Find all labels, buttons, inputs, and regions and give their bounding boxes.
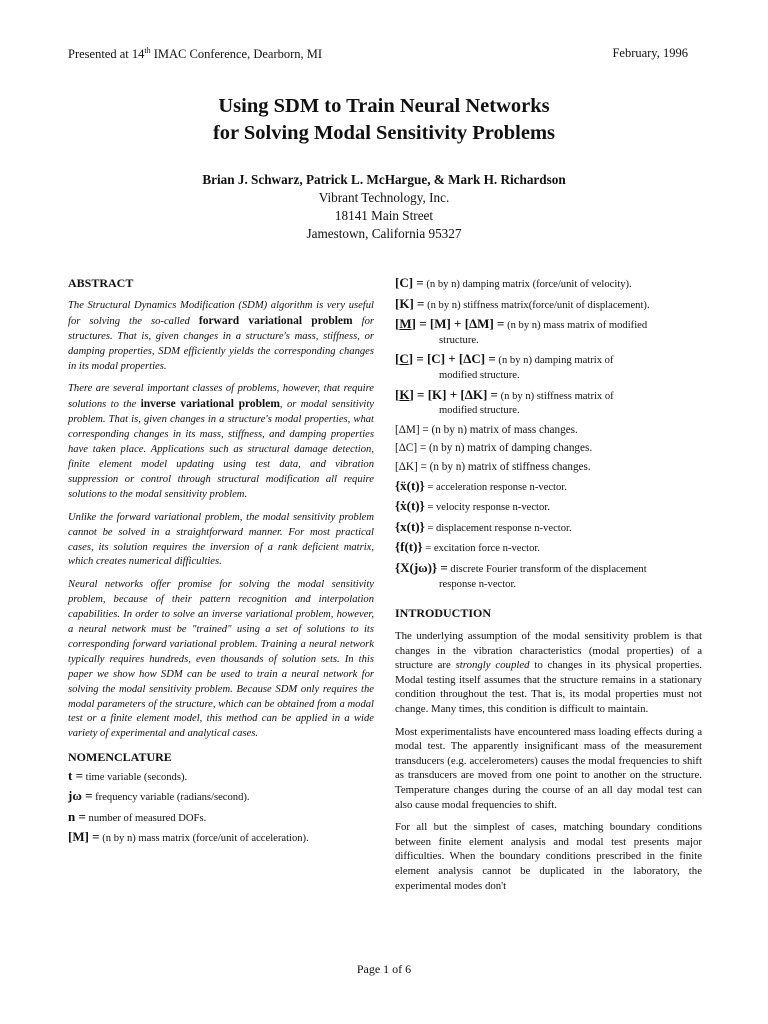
left-column <box>68 276 374 848</box>
introduction-paragraph-2: Most experimentalists have encountered mass loading effects during a modal test. The apparently insignificant mass of the measurement transducers (e.g. accelerometers) causes the modal frequencies to shift as transducers are moved from one point to another on the structure. Temperature changes during the course of an all day modal test can also cause modal frequencies to shift. <box>395 725 702 811</box>
abstract-section <box>68 276 374 742</box>
nomenclature-item: {ẋ(t)} = velocity response n-vector. <box>395 498 550 514</box>
nomenclature-section <box>68 750 374 848</box>
venue-text-rest: IMAC Conference, Dearborn, MI <box>150 47 323 62</box>
title-line-1: Using SDM to Train Neural Networks <box>218 95 550 117</box>
abstract-paragraph-2: There are several important classes of problems, however, that require solutions to the inverse variational problem, or modal sensitivity problem. That is, given changes in a structure's modal properties, what corresponding changes in its mass, stiffness, and damping properties have taken place. Applications such as structural damage detection, finite element model updating using test data, and vibration suppression or control through structural modification all require solutions to the modal sensitivity problem. <box>68 383 374 500</box>
nomenclature-item: [ΔC] = (n by n) matrix of damping changes. <box>395 442 593 455</box>
strongly-coupled-term: strongly coupled <box>455 659 530 672</box>
street-address: 18141 Main Street <box>334 208 434 223</box>
date-header: February, 1996 <box>612 46 688 60</box>
abstract-heading: ABSTRACT <box>68 276 134 290</box>
nomenclature-item: [M] = [M] + [ΔM] = (n by n) mass matrix of modified structure. <box>395 316 648 346</box>
introduction-heading: INTRODUCTION <box>395 606 492 621</box>
conference-header <box>68 46 322 62</box>
introduction-paragraph-1: The underlying assumption of the modal sensitivity problem is that changes in the vibration characteristics (modal properties) of a structure are strongly coupled to changes in its physical properties. Modal testing itself assumes that the structure remains in a stationary condition throughout the test. That is, its modal properties must not change. Many times, this condition is difficult to maintain. <box>395 630 702 715</box>
nomenclature-item: t = time variable (seconds). <box>68 768 188 784</box>
nomenclature-item: {x(t)} = displacement response n-vector. <box>395 518 572 534</box>
abstract-paragraph-3: Unlike the forward variational problem, the modal sensitivity problem cannot be solved in a straightforward manner. For most practical cases, its solution requires the inversion of a rank deficient matrix, which creates numerical difficulties. <box>68 511 374 568</box>
paper-title <box>0 93 768 147</box>
nomenclature-item: jω = frequency variable (radians/second). <box>68 788 250 804</box>
author-block <box>0 171 768 243</box>
venue-text: Presented at 14 <box>68 47 145 62</box>
abstract-paragraph-4: Neural networks offer promise for solving the modal sensitivity problem, because of their pattern recognition and interpolation capabilities. In order to solve an inverse variational problem, however, a neural network must be "trained" using a set of solutions to its corresponding forward variational problem. Training a neural network typically requires hundreds, even thousands of solution sets. In this paper we show how SDM can be used to train a neural network for solving the modal sensitivity problem. Because SDM only requires the modal parameters of the structure, which can be obtained from a modal test or a finite element model, this method can be applied in a wide variety of experimental and analytical cases. <box>68 579 374 740</box>
nomenclature-item: [M] = (n by n) mass matrix (force/unit of acceleration). <box>68 828 309 844</box>
nomenclature-item: n = number of measured DOFs. <box>68 808 207 824</box>
nomenclature-item: [ΔK] = (n by n) matrix of stiffness changes. <box>395 460 591 473</box>
nomenclature-heading: NOMENCLATURE <box>68 750 172 765</box>
introduction-section <box>395 606 702 893</box>
author-names: Brian J. Schwarz, Patrick L. McHargue, & Mark H. Richardson <box>202 172 566 187</box>
inverse-variational-term: inverse variational problem <box>140 398 280 411</box>
abstract-paragraph-1: The Structural Dynamics Modification (SDM) algorithm is very useful for solving the so-called forward variational problem for structures. That is, given changes in a structure's mass, stiffness, or damping properties, SDM efficiently yields the corresponding changes in its modal properties. <box>68 299 374 372</box>
nomenclature-item: [ΔM] = (n by n) matrix of mass changes. <box>395 423 578 436</box>
title-line-2: for Solving Modal Sensitivity Problems <box>212 122 556 144</box>
nomenclature-item: [C] = (n by n) damping matrix (force/unit of velocity). <box>395 275 632 290</box>
venue-superscript: th <box>144 46 151 55</box>
introduction-paragraph-3: For all but the simplest of cases, matching boundary conditions between finite element analysis and modal test presents major difficulties. When the boundary conditions prescribed in the finite element analysis cannot be duplicated in the laboratory, the experimental modes don't <box>395 821 702 892</box>
forward-variational-term: forward variational problem <box>198 314 353 327</box>
nomenclature-item: {X(jω)} = discrete Fourier transform of the displacement response n-vector. <box>395 559 647 590</box>
nomenclature-item: {ẍ(t)} = acceleration response n-vector. <box>395 477 567 493</box>
nomenclature-item: [K] = [K] + [ΔK] = (n by n) stiffness matrix of modified structure. <box>395 386 614 417</box>
page-number: Page 1 of 6 <box>356 962 412 976</box>
nomenclature-item: [K] = (n by n) stiffness matrix(force/unit of displacement). <box>395 295 650 311</box>
city-address: Jamestown, California 95327 <box>306 226 462 241</box>
right-column <box>395 276 702 901</box>
nomenclature-item: [C] = [C] + [ΔC] = (n by n) damping matrix of modified structure. <box>395 351 614 381</box>
affiliation: Vibrant Technology, Inc. <box>318 190 450 205</box>
nomenclature-item: {f(t)} = excitation force n-vector. <box>395 539 541 555</box>
